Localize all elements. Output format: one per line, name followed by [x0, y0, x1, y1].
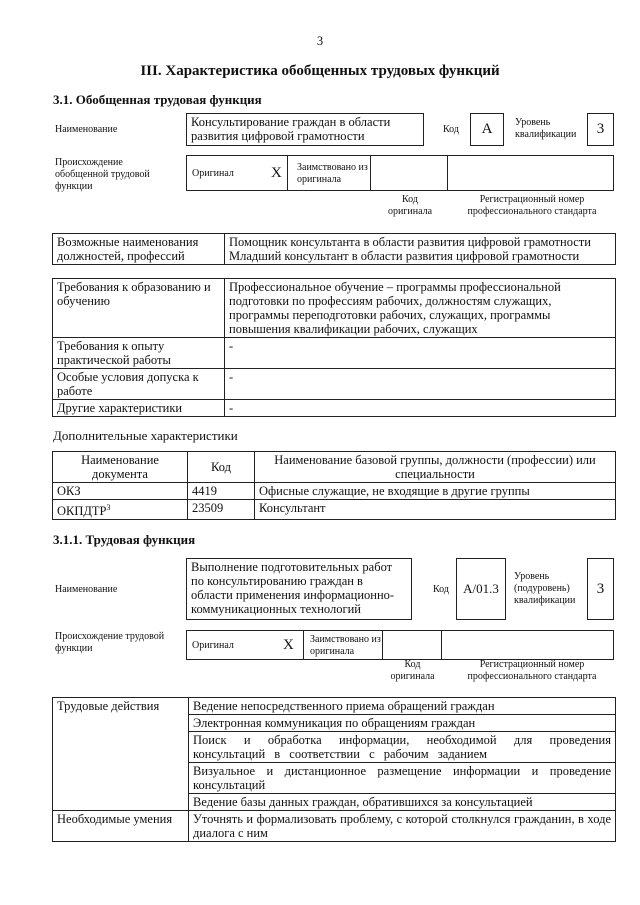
- actions-table: [52, 697, 616, 842]
- action-item: Ведение базы данных граждан, обратившихся за консультацией: [189, 794, 616, 811]
- gtf-name-label: Наименование: [55, 124, 118, 135]
- table-row: [53, 483, 616, 500]
- tf-original-cell: [186, 630, 304, 660]
- table-row: [53, 698, 616, 715]
- tf-origin-label: Происхождение трудовой функции: [55, 631, 165, 654]
- gtf-original-cell: [186, 155, 288, 191]
- gtf-code-label: Код: [443, 124, 459, 135]
- code-cell: 23509: [188, 500, 255, 520]
- requirement-value: -: [225, 400, 616, 417]
- actions-label: Трудовые действия: [53, 698, 189, 811]
- positions-table: [52, 233, 616, 265]
- gtf-code-value: А: [470, 113, 504, 146]
- additional-table: [52, 451, 616, 520]
- skill-item: Уточнять и формализовать проблему, с которой столкнулся гражданин, в ходе диалога с ним: [189, 811, 616, 842]
- header-code: Код: [188, 452, 255, 483]
- name-cell: Офисные служащие, не входящие в другие группы: [255, 483, 616, 500]
- gtf-code-original-cell: [370, 155, 448, 191]
- tf-reg-number-cell: [441, 630, 614, 660]
- gtf-name-value: Консультирование граждан в области развития цифровой грамотности: [186, 113, 424, 146]
- gtf-original-mark: X: [271, 165, 282, 181]
- requirement-label: Требования к образованию и обучению: [53, 279, 225, 338]
- gtf-origin-label: Происхождение обобщенной трудовой функции: [55, 157, 150, 192]
- gtf-level-value: 3: [587, 113, 614, 146]
- tf-level-label: Уровень (подуровень) квалификации: [514, 571, 576, 606]
- tf-heading: 3.1.1. Трудовая функция: [53, 532, 196, 547]
- position-item: Младший консультант в области развития цифровой грамотности: [229, 249, 580, 263]
- requirement-label: Другие характеристики: [53, 400, 225, 417]
- requirements-table: [52, 278, 616, 417]
- header-base-group: Наименование базовой группы, должности (профессии) или специальности: [255, 452, 616, 483]
- gtf-borrowed-cell: [287, 155, 371, 191]
- doc-cell: [53, 500, 188, 520]
- code-cell: 4419: [188, 483, 255, 500]
- tf-borrowed-cell: [303, 630, 383, 660]
- table-row: [53, 811, 616, 842]
- table-row: [53, 400, 616, 417]
- tf-reg-number-label: Регистрационный номер профессионального стандарта: [467, 659, 597, 682]
- action-item: Электронная коммуникация по обращениям граждан: [189, 715, 616, 732]
- name-cell: Консультант: [255, 500, 616, 520]
- action-item: Визуальное и дистанционное размещение информации и проведение консультаций: [189, 763, 616, 794]
- gtf-heading: 3.1. Обобщенная трудовая функция: [53, 92, 262, 107]
- doc-name: ОКПДТР: [57, 504, 107, 519]
- gtf-borrowed-label: Заимствовано из оригинала: [297, 162, 368, 185]
- action-item: Поиск и обработка информации, необходимой для проведения консультаций в соответствии с рабочим заданием: [189, 732, 616, 763]
- table-row: [53, 500, 616, 520]
- table-row: [53, 338, 616, 369]
- gtf-level-label: Уровень квалификации: [515, 117, 577, 140]
- requirement-value: Профессиональное обучение – программы профессиональной подготовки по профессиям рабочих, должностям служащих, программы переподготовки рабочих, служащих, программы повышения квалификации рабочих, служащих: [225, 279, 616, 338]
- tf-code-original-cell: [382, 630, 442, 660]
- gtf-reg-number-cell: [447, 155, 614, 191]
- action-item: Ведение непосредственного приема обращений граждан: [189, 698, 616, 715]
- gtf-code-original-label: Код оригинала: [387, 194, 433, 217]
- tf-borrowed-label: Заимствовано из оригинала: [310, 634, 381, 657]
- positions-values: [225, 234, 616, 265]
- table-row: [53, 369, 616, 400]
- table-row: [53, 279, 616, 338]
- tf-name-label: Наименование: [55, 584, 118, 595]
- gtf-original-label: Оригинал: [192, 168, 234, 179]
- tf-original-mark: X: [283, 637, 294, 653]
- page-number: 3: [316, 34, 324, 48]
- requirement-value: -: [225, 369, 616, 400]
- header-document: Наименование документа: [53, 452, 188, 483]
- position-item: Помощник консультанта в области развития цифровой грамотности: [229, 235, 591, 249]
- tf-name-value: Выполнение подготовительных работ по консультированию граждан в области применения информационно-коммуникационных технологий: [186, 558, 412, 620]
- additional-heading: Дополнительные характеристики: [53, 428, 238, 443]
- requirement-value: -: [225, 338, 616, 369]
- tf-code-original-label: Код оригинала: [390, 659, 435, 682]
- tf-code-value: А/01.3: [456, 558, 506, 620]
- tf-code-label: Код: [433, 584, 449, 595]
- doc-cell: ОКЗ: [53, 483, 188, 500]
- tf-original-label: Оригинал: [192, 640, 234, 651]
- positions-label: Возможные наименования должностей, профессий: [53, 234, 225, 265]
- table-header-row: [53, 452, 616, 483]
- requirement-label: Требования к опыту практической работы: [53, 338, 225, 369]
- section-title: III. Характеристика обобщенных трудовых функций: [140, 63, 500, 79]
- tf-level-value: 3: [587, 558, 614, 620]
- footnote-mark: 3: [106, 503, 111, 512]
- gtf-reg-number-label: Регистрационный номер профессионального стандарта: [467, 194, 597, 217]
- skills-label: Необходимые умения: [53, 811, 189, 842]
- requirement-label: Особые условия допуска к работе: [53, 369, 225, 400]
